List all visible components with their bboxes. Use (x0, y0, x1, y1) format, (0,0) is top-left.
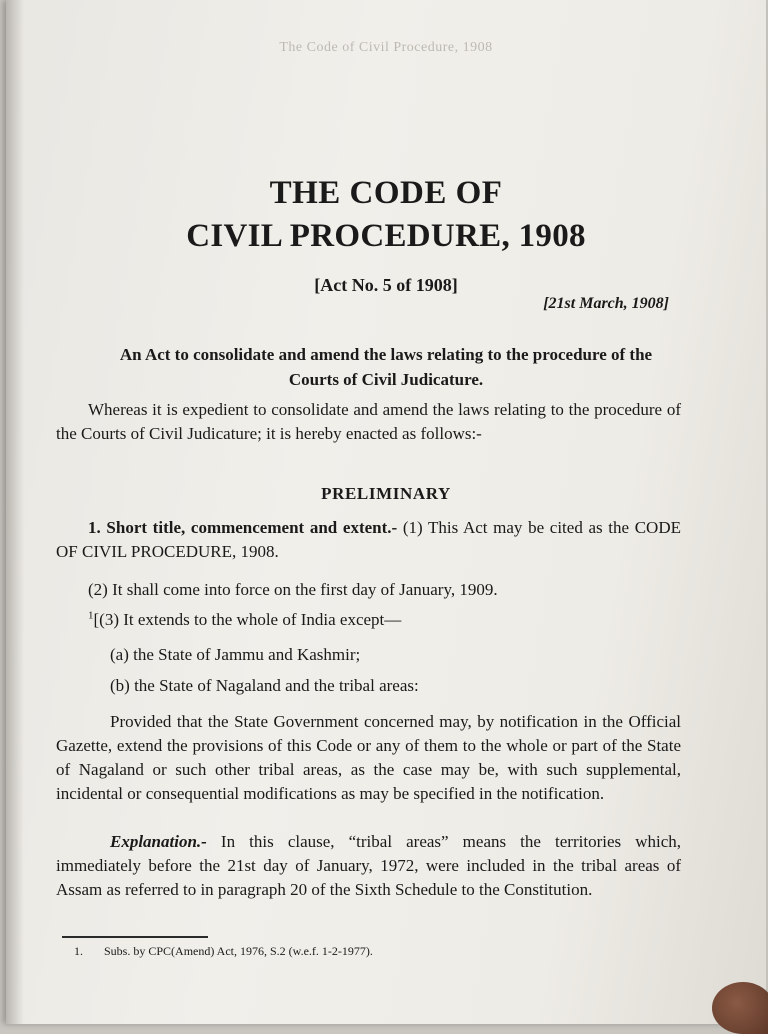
clause-a: (a) the State of Jammu and Kashmir; (110, 645, 361, 664)
proviso: Provided that the State Government concerned may, by notification in the Official Gazette, extend the provisions of this Code or any of them to the whole or part of the State of Nagaland or such other tribal areas, as the case may be, with such supplemental, incidental or consequential modifications as may be specified in the notification. (56, 712, 681, 803)
section-1 (56, 516, 681, 564)
page-gutter-shadow (6, 0, 24, 1024)
long-title: An Act to consolidate and amend the laws relating to the procedure of the Courts of Civil Judicature. (119, 345, 653, 389)
section-1-heading: 1. Short title, commencement and extent.- (88, 518, 398, 537)
footnote-text: Subs. by CPC(Amend) Act, 1976, S.2 (w.e.f. 1-2-1977). (104, 944, 373, 958)
section-1-sub-3: $^1$[(3) It extends to the whole of India except— (88, 609, 402, 629)
footnote (74, 944, 373, 959)
running-head: The Code of Civil Procedure, 1908 (279, 40, 493, 55)
clause-b: (b) the State of Nagaland and the tribal areas: (110, 676, 419, 695)
title-line-1: THE CODE OF (269, 175, 503, 211)
explanation (56, 830, 681, 902)
footnote-marker: 1 (88, 609, 94, 622)
footnote-number: 1. (74, 944, 83, 958)
preamble: Whereas it is expedient to consolidate and amend the laws relating to the procedure of the Courts of Civil Judicature; it is hereby enacted as follows:- (56, 400, 681, 443)
act-date: [21st March, 1908] (543, 295, 669, 312)
footnote-rule (62, 936, 208, 938)
part-heading: PRELIMINARY (321, 484, 451, 503)
title-line-2: CIVIL PROCEDURE, 1908 (186, 218, 586, 254)
thumb-image (712, 982, 768, 1034)
section-1-sub-1: (1) This Act may be cited as the CODE OF CIVIL PROCEDURE, 1908. (56, 518, 681, 561)
explanation-heading: Explanation.- (110, 832, 207, 851)
act-number: [Act No. 5 of 1908] (314, 275, 458, 295)
document-page (6, 0, 766, 1024)
section-1-sub-2: (2) It shall come into force on the first day of January, 1909. (88, 580, 498, 599)
explanation-text: In this clause, “tribal areas” means the territories which, immediately before the 21st day of January, 1972, were included in the tribal areas of Assam as referred to in paragraph 20 of the Sixth Schedule to the Constitution. (56, 832, 681, 899)
